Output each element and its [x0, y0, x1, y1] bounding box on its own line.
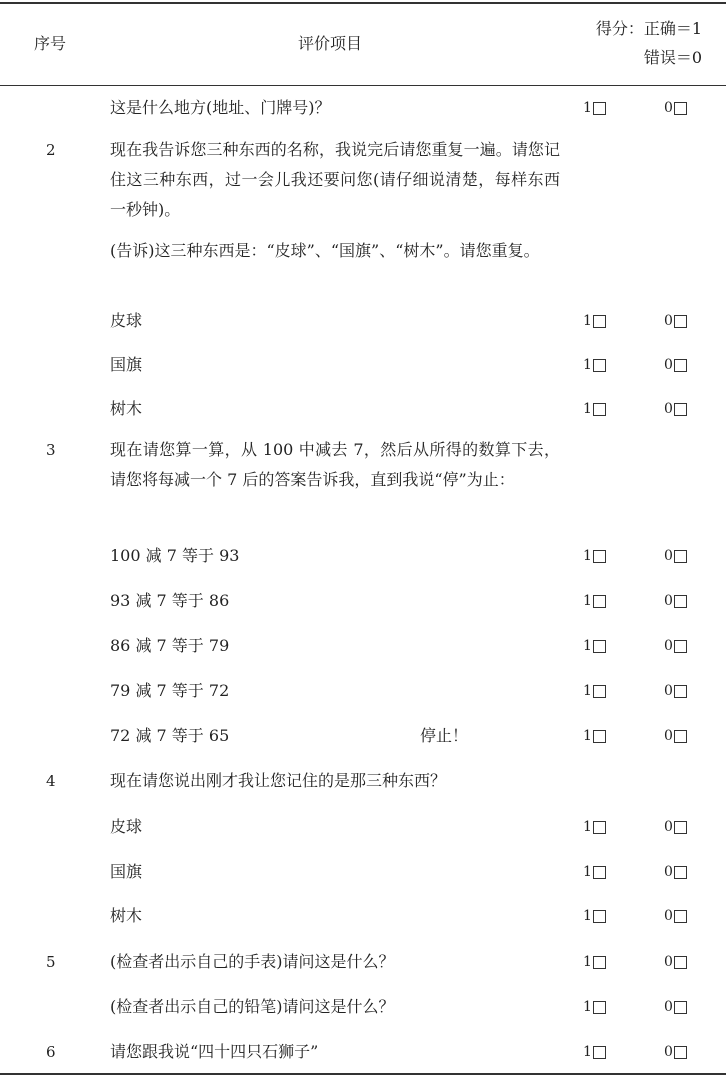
score-label: 0: [664, 999, 673, 1015]
wrong-checkbox[interactable]: [674, 1046, 687, 1059]
row-number: 3: [46, 441, 56, 459]
item-text: 现在我告诉您三种东西的名称，我说完后请您重复一遍。请您记住这三种东西，过一会儿我还要问您(请仔细说清楚，每样东西一秒钟)。: [110, 140, 560, 219]
score-label: 1: [583, 819, 592, 835]
header-score-wrong: 错误＝0: [643, 48, 702, 67]
score-correct-option: [583, 721, 606, 751]
header-item: 评价项目: [298, 34, 363, 53]
score-label: 0: [664, 313, 673, 329]
correct-checkbox[interactable]: [593, 640, 606, 653]
wrong-checkbox[interactable]: [674, 956, 687, 969]
wrong-checkbox[interactable]: [674, 359, 687, 372]
score-label: 1: [583, 908, 592, 924]
item-text: 这是什么地方(地址、门牌号)？: [110, 98, 331, 117]
score-label: 1: [583, 593, 592, 609]
wrong-checkbox[interactable]: [674, 595, 687, 608]
score-wrong-option: [664, 1037, 687, 1067]
score-correct-option: [583, 992, 606, 1022]
wrong-checkbox[interactable]: [674, 685, 687, 698]
wrong-checkbox[interactable]: [674, 730, 687, 743]
wrong-checkbox[interactable]: [674, 315, 687, 328]
item-text: 皮球: [110, 817, 143, 836]
score-correct-option: [583, 1037, 606, 1067]
score-label: 0: [664, 954, 673, 970]
correct-checkbox[interactable]: [593, 102, 606, 115]
score-correct-option: [583, 394, 606, 424]
score-wrong-option: [664, 812, 687, 842]
wrong-checkbox[interactable]: [674, 1001, 687, 1014]
score-wrong-option: [664, 631, 687, 661]
score-wrong-option: [664, 93, 687, 123]
item-text: (检查者出示自己的铅笔)请问这是什么？: [110, 997, 395, 1016]
score-correct-option: [583, 947, 606, 977]
score-correct-option: [583, 857, 606, 887]
score-wrong-option: [664, 306, 687, 336]
score-correct-option: [583, 586, 606, 616]
item-text: 皮球: [110, 311, 143, 330]
row-number: 5: [46, 953, 56, 971]
score-correct-option: [583, 93, 606, 123]
correct-checkbox[interactable]: [593, 359, 606, 372]
correct-checkbox[interactable]: [593, 730, 606, 743]
wrong-checkbox[interactable]: [674, 102, 687, 115]
wrong-checkbox[interactable]: [674, 821, 687, 834]
score-correct-option: [583, 350, 606, 380]
correct-checkbox[interactable]: [593, 403, 606, 416]
correct-checkbox[interactable]: [593, 550, 606, 563]
score-wrong-option: [664, 901, 687, 931]
score-wrong-option: [664, 947, 687, 977]
score-correct-option: [583, 541, 606, 571]
score-label: 0: [664, 401, 673, 417]
score-label: 0: [664, 728, 673, 744]
score-label: 0: [664, 908, 673, 924]
score-label: 1: [583, 357, 592, 373]
row-number: 4: [46, 772, 56, 790]
score-correct-option: [583, 812, 606, 842]
correct-checkbox[interactable]: [593, 595, 606, 608]
correct-checkbox[interactable]: [593, 866, 606, 879]
item-text: 现在请您算一算，从 100 中减去 7，然后从所得的数算下去，请您将每减一个 7 后的答案告诉我，直到我说“停”为止：: [110, 440, 560, 489]
item-text: 树木: [110, 906, 143, 925]
score-label: 0: [664, 548, 673, 564]
score-label: 0: [664, 864, 673, 880]
score-label: 1: [583, 864, 592, 880]
score-label: 0: [664, 593, 673, 609]
item-text: 79 减 7 等于 72: [110, 681, 230, 700]
wrong-checkbox[interactable]: [674, 866, 687, 879]
score-label: 1: [583, 313, 592, 329]
score-wrong-option: [664, 857, 687, 887]
row-number: 6: [46, 1043, 56, 1061]
item-text: 请您跟我说“四十四只石狮子”: [110, 1042, 319, 1061]
item-text: (检查者出示自己的手表)请问这是什么？: [110, 952, 395, 971]
stop-instruction: 停止！: [420, 726, 469, 745]
header-score-correct: 得分：正确＝1: [595, 19, 702, 38]
correct-checkbox[interactable]: [593, 315, 606, 328]
score-label: 0: [664, 100, 673, 116]
item-text: 100 减 7 等于 93: [110, 546, 240, 565]
table-top-rule: [0, 2, 726, 4]
wrong-checkbox[interactable]: [674, 403, 687, 416]
score-wrong-option: [664, 676, 687, 706]
score-label: 1: [583, 638, 592, 654]
table-bottom-rule: [0, 1073, 726, 1075]
wrong-checkbox[interactable]: [674, 640, 687, 653]
score-label: 1: [583, 683, 592, 699]
item-text: 93 减 7 等于 86: [110, 591, 230, 610]
item-text: 86 减 7 等于 79: [110, 636, 230, 655]
item-text: (告诉)这三种东西是：“皮球”、“国旗”、“树木”。请您重复。: [110, 241, 540, 260]
correct-checkbox[interactable]: [593, 1001, 606, 1014]
score-label: 1: [583, 401, 592, 417]
item-text: 国旗: [110, 862, 143, 881]
correct-checkbox[interactable]: [593, 956, 606, 969]
score-wrong-option: [664, 721, 687, 751]
score-label: 1: [583, 100, 592, 116]
score-label: 1: [583, 728, 592, 744]
score-label: 1: [583, 548, 592, 564]
correct-checkbox[interactable]: [593, 821, 606, 834]
score-label: 0: [664, 683, 673, 699]
item-text: 现在请您说出刚才我让您记住的是那三种东西？: [110, 771, 447, 790]
score-label: 0: [664, 819, 673, 835]
score-correct-option: [583, 306, 606, 336]
header-no: 序号: [34, 34, 67, 53]
score-wrong-option: [664, 541, 687, 571]
score-label: 0: [664, 1044, 673, 1060]
header-rule: [0, 85, 726, 86]
score-wrong-option: [664, 586, 687, 616]
wrong-checkbox[interactable]: [674, 910, 687, 923]
item-text: 72 减 7 等于 65: [110, 726, 230, 745]
item-text: 国旗: [110, 355, 143, 374]
score-label: 1: [583, 1044, 592, 1060]
item-text: 树木: [110, 399, 143, 418]
correct-checkbox[interactable]: [593, 1046, 606, 1059]
score-label: 1: [583, 954, 592, 970]
wrong-checkbox[interactable]: [674, 550, 687, 563]
correct-checkbox[interactable]: [593, 685, 606, 698]
score-label: 0: [664, 638, 673, 654]
score-correct-option: [583, 901, 606, 931]
correct-checkbox[interactable]: [593, 910, 606, 923]
score-label: 1: [583, 999, 592, 1015]
score-correct-option: [583, 676, 606, 706]
row-number: 2: [46, 141, 56, 159]
score-wrong-option: [664, 350, 687, 380]
score-wrong-option: [664, 992, 687, 1022]
score-label: 0: [664, 357, 673, 373]
score-correct-option: [583, 631, 606, 661]
score-wrong-option: [664, 394, 687, 424]
